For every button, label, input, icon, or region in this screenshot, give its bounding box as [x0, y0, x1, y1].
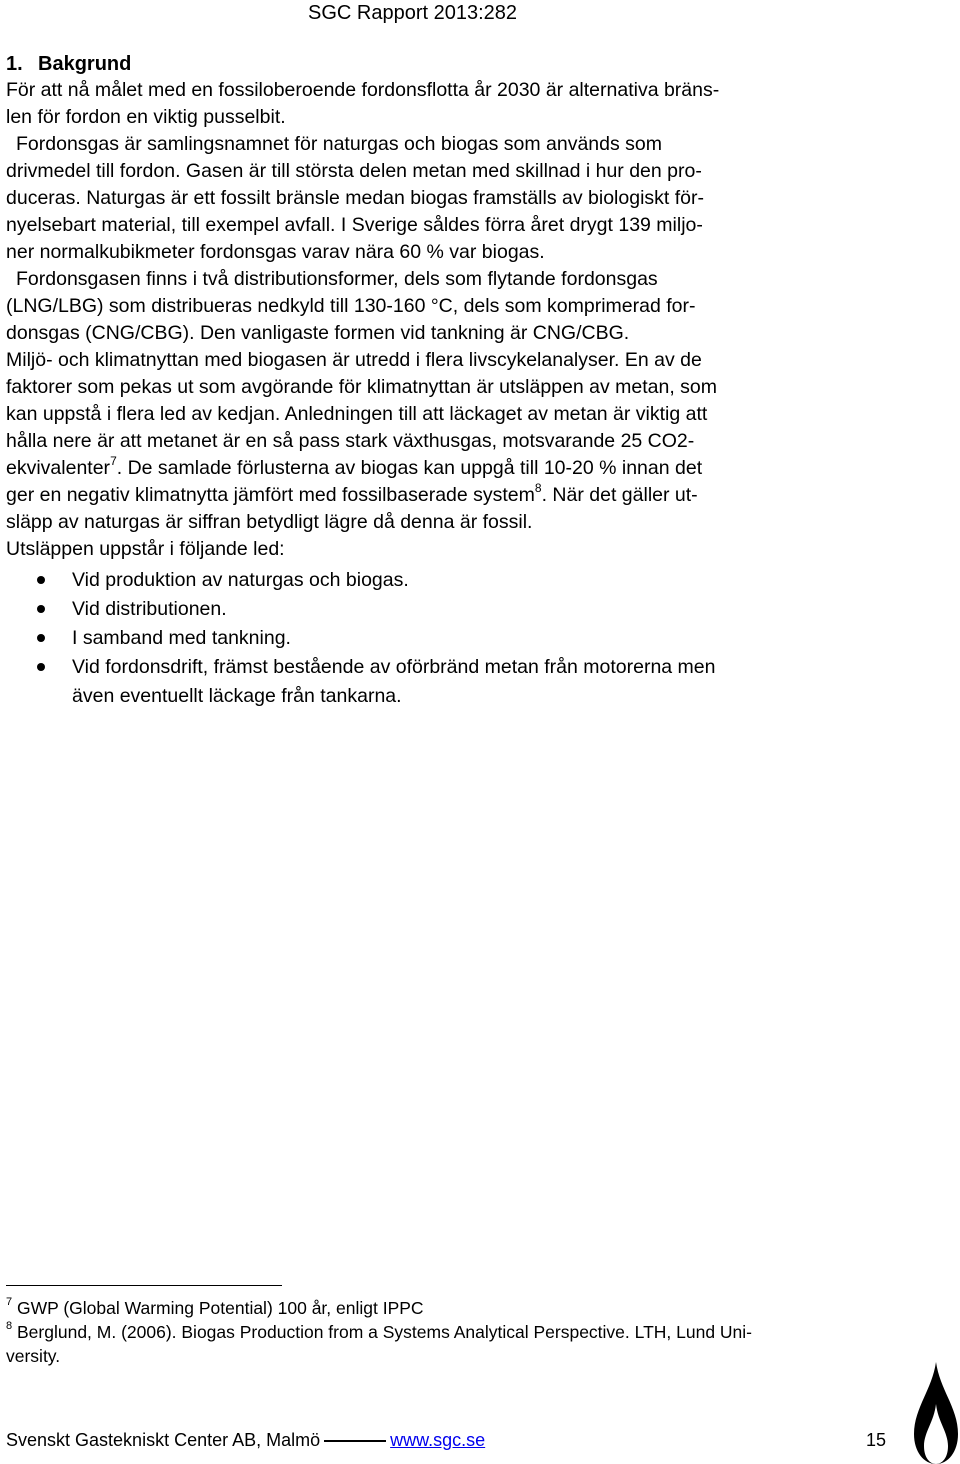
footnote-separator — [6, 1285, 282, 1286]
body-line — [6, 104, 886, 131]
footnote-ref: 7 — [110, 453, 117, 468]
body-line — [6, 131, 886, 158]
body-line — [6, 77, 886, 104]
footnote-number: 7 — [6, 1296, 13, 1309]
body-line-text: kan uppstå i flera led av kedjan. Anledningen till att läckaget av metan är viktig att — [6, 403, 708, 425]
body-line — [6, 401, 886, 428]
body-line-text: len för fordon en viktig pusselbit. — [6, 106, 286, 128]
footnote-ref: 8 — [534, 480, 542, 495]
bullet-icon — [37, 634, 45, 642]
body-line — [6, 509, 886, 536]
body-line-text: ekvivalenter — [6, 457, 111, 479]
bullet-icon — [37, 605, 45, 613]
body-line-text: hålla nere är att metanet är en så pass stark växthusgas, motsvarande 25 CO2- — [6, 430, 695, 452]
body-line — [6, 428, 886, 455]
body-line-text: drivmedel till fordon. Gasen är till största delen metan med skillnad i hur den pro- — [6, 160, 702, 182]
bullet-text: även eventuellt läckage från tankarna. — [72, 685, 402, 707]
bullet-text: I samband med tankning. — [72, 627, 291, 649]
section-heading — [6, 51, 131, 77]
bullet-list — [6, 566, 886, 711]
body-line-text: donsgas (CNG/CBG). Den vanligaste formen vid tankning är CNG/CBG. — [6, 322, 630, 344]
flame-icon — [912, 1360, 960, 1464]
bullet-text: Vid distributionen. — [72, 598, 227, 620]
section-title: Bakgrund — [38, 53, 132, 75]
body-line — [6, 374, 886, 401]
body-line — [6, 212, 886, 239]
page-footer — [6, 1426, 896, 1454]
footnote-text: GWP (Global Warming Potential) 100 år, enligt IPPC — [17, 1298, 424, 1318]
footnote-line — [6, 1344, 886, 1368]
footer-dash — [324, 1440, 386, 1442]
footnote-text: versity. — [6, 1346, 61, 1366]
bullet-item — [6, 566, 886, 595]
body-line — [6, 482, 886, 509]
footnote-number: 8 — [6, 1320, 13, 1333]
footnote-line — [6, 1320, 886, 1344]
bullet-item — [6, 624, 886, 653]
body-line — [6, 266, 886, 293]
body-line-text-after: . De samlade förlusterna av biogas kan uppgå till 10-20 % innan det — [116, 457, 703, 479]
section-number: 1. — [6, 53, 23, 75]
body-line — [6, 455, 886, 482]
report-header: SGC Rapport 2013:282 — [308, 2, 518, 24]
body-line — [6, 536, 886, 563]
body-line — [6, 293, 886, 320]
body-line-text: ner normalkubikmeter fordonsgas varav nära 60 % var biogas. — [6, 241, 545, 263]
bullet-item — [6, 653, 886, 711]
page-number: 15 — [865, 1430, 886, 1450]
body-line-text: Miljö- och klimatnyttan med biogasen är utredd i flera livscykelanalyser. En av de — [6, 349, 702, 371]
footer-org: Svenskt Gastekniskt Center AB, Malmö — [6, 1430, 321, 1450]
body-line-text: Utsläppen uppstår i följande led: — [6, 538, 285, 560]
footer-website-link[interactable]: www.sgc.se — [390, 1430, 486, 1450]
footnote-line — [6, 1296, 886, 1320]
body-line-text: Fordonsgas är samlingsnamnet för naturgas och biogas som används som — [16, 133, 663, 155]
body-line-text: duceras. Naturgas är ett fossilt bränsle medan biogas framställs av biologiskt för- — [6, 187, 704, 209]
body-line-text: faktorer som pekas ut som avgörande för klimatnyttan är utsläppen av metan, som — [6, 376, 718, 398]
body-line-text: släpp av naturgas är siffran betydligt lägre då denna är fossil. — [6, 511, 533, 533]
bullet-text: Vid produktion av naturgas och biogas. — [72, 569, 409, 591]
bullet-icon — [37, 663, 45, 671]
body-line-text: För att nå målet med en fossiloberoende fordonsflotta år 2030 är alternativa bräns- — [6, 79, 720, 101]
footnotes — [6, 1296, 886, 1368]
body-line-text-after: . När det gäller ut- — [541, 484, 698, 506]
body-line — [6, 320, 886, 347]
body-text — [6, 77, 886, 563]
bullet-icon — [37, 576, 45, 584]
body-line — [6, 347, 886, 374]
bullet-text: Vid fordonsdrift, främst bestående av oförbränd metan från motorerna men — [72, 656, 716, 678]
body-line-text: (LNG/LBG) som distribueras nedkyld till 130-160 °C, dels som komprimerad for- — [6, 295, 696, 317]
body-line — [6, 185, 886, 212]
bullet-item — [6, 595, 886, 624]
body-line-text: nyelsebart material, till exempel avfall. I Sverige såldes förra året drygt 139 miljo- — [6, 214, 703, 236]
body-line-text: ger en negativ klimatnytta jämfört med fossilbaserade system — [6, 484, 535, 506]
body-line-text: Fordonsgasen finns i två distributionsformer, dels som flytande fordonsgas — [16, 268, 658, 290]
body-line — [6, 239, 886, 266]
footnote-text: Berglund, M. (2006). Biogas Production from a Systems Analytical Perspective. LTH, Lund Uni- — [17, 1322, 753, 1342]
body-line — [6, 158, 886, 185]
